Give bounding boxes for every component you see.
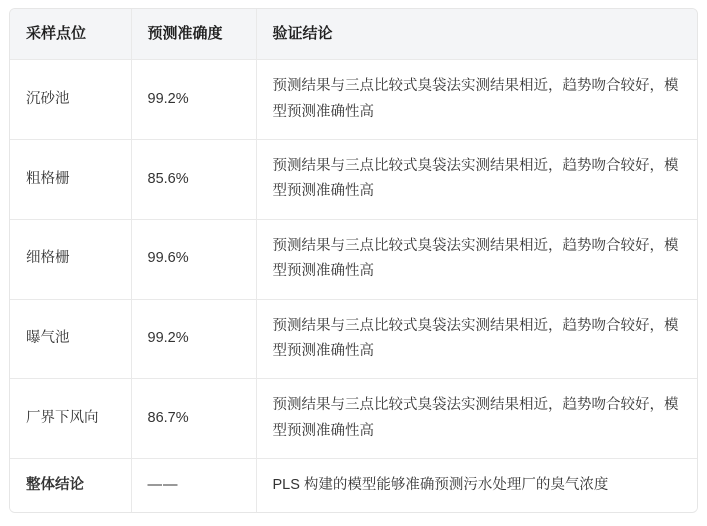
cell-sampling-point: 曝气池: [10, 299, 131, 379]
cell-conclusion: 预测结果与三点比较式臭袋法实测结果相近，趋势吻合较好，模型预测准确性高: [256, 299, 697, 379]
cell-sampling-point: 厂界下风向: [10, 379, 131, 459]
table-row: [10, 299, 697, 379]
cell-conclusion: 预测结果与三点比较式臭袋法实测结果相近，趋势吻合较好，模型预测准确性高: [256, 219, 697, 299]
cell-summary-accuracy: ——: [131, 459, 256, 513]
column-header-sampling-point: 采样点位: [10, 9, 131, 60]
table-body: [10, 60, 697, 513]
cell-accuracy: 99.2%: [131, 299, 256, 379]
cell-sampling-point: 细格栅: [10, 219, 131, 299]
column-header-validation-conclusion: 验证结论: [256, 9, 697, 60]
cell-sampling-point: 沉砂池: [10, 60, 131, 140]
table-header-row: [10, 9, 697, 60]
cell-sampling-point: 粗格栅: [10, 140, 131, 220]
validation-results-table: [10, 9, 697, 512]
table-row: [10, 140, 697, 220]
column-header-prediction-accuracy: 预测准确度: [131, 9, 256, 60]
cell-summary-conclusion: PLS 构建的模型能够准确预测污水处理厂的臭气浓度: [256, 459, 697, 513]
table-row: [10, 219, 697, 299]
table-row: [10, 60, 697, 140]
table-row: [10, 379, 697, 459]
cell-conclusion: 预测结果与三点比较式臭袋法实测结果相近，趋势吻合较好，模型预测准确性高: [256, 379, 697, 459]
cell-accuracy: 99.6%: [131, 219, 256, 299]
cell-accuracy: 86.7%: [131, 379, 256, 459]
cell-accuracy: 99.2%: [131, 60, 256, 140]
validation-results-table-container: [9, 8, 698, 513]
cell-conclusion: 预测结果与三点比较式臭袋法实测结果相近，趋势吻合较好，模型预测准确性高: [256, 60, 697, 140]
cell-summary-label: 整体结论: [10, 459, 131, 513]
table-summary-row: [10, 459, 697, 513]
table-header: [10, 9, 697, 60]
cell-conclusion: 预测结果与三点比较式臭袋法实测结果相近，趋势吻合较好，模型预测准确性高: [256, 140, 697, 220]
cell-accuracy: 85.6%: [131, 140, 256, 220]
